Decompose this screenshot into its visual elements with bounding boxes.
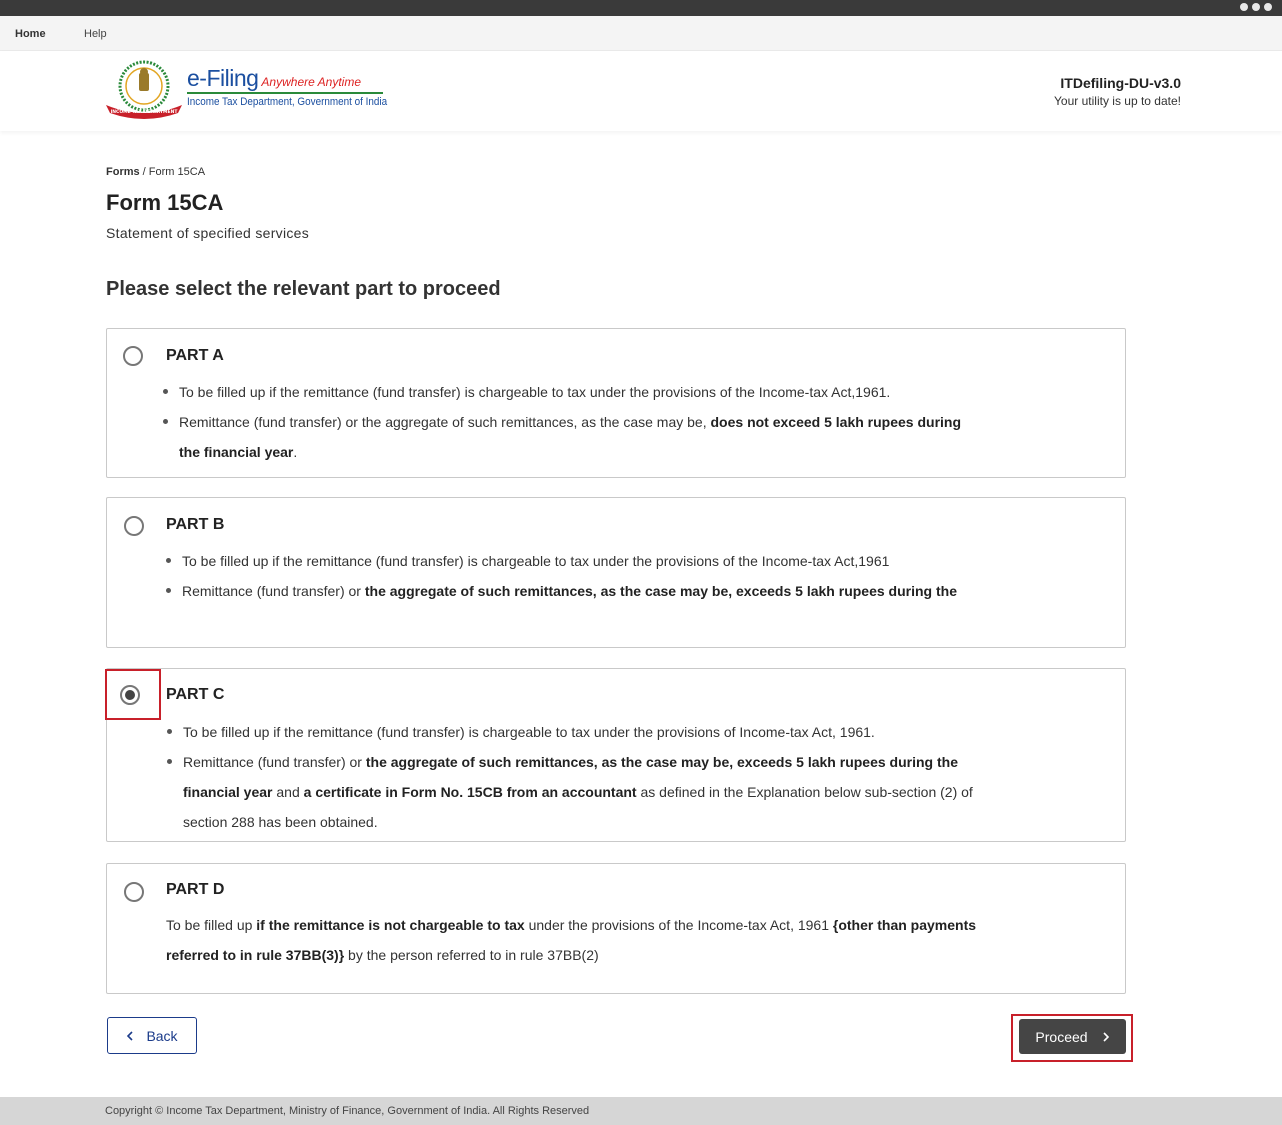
part-b-radio[interactable] bbox=[124, 516, 144, 536]
window-menu-dots[interactable] bbox=[1240, 3, 1272, 11]
part-a-bullet-2-bold: does not exceed 5 lakh rupees during bbox=[710, 414, 962, 430]
menu-help[interactable]: Help bbox=[84, 28, 107, 40]
window-titlebar bbox=[0, 0, 1282, 16]
part-b-title: PART B bbox=[166, 516, 225, 533]
part-d-title: PART D bbox=[166, 881, 225, 898]
part-b-bullet-1-text: To be filled up if the remittance (fund transfer) is chargeable to tax under the provisions of the Income-tax Act,1961 bbox=[182, 553, 890, 569]
utility-status: Your utility is up to date! bbox=[1054, 94, 1181, 108]
part-c-bullet-2 bbox=[183, 747, 1103, 837]
bullet-icon bbox=[167, 759, 172, 764]
part-b-bullet-2-text: Remittance (fund transfer) or bbox=[182, 583, 365, 599]
brand-divider bbox=[187, 92, 383, 94]
page-title: Form 15CA bbox=[106, 190, 224, 215]
footer bbox=[0, 1097, 1282, 1125]
part-b-bullet-2-bold: the aggregate of such remittances, as the case may be, exceeds 5 lakh rupees during the bbox=[364, 583, 957, 599]
part-c-bullet-2-bold-3: a certificate in Form No. 15CB from an accountant bbox=[303, 784, 637, 800]
part-a-bullet-2-end: . bbox=[293, 444, 298, 460]
breadcrumb-current: Form 15CA bbox=[148, 166, 206, 178]
part-a-card[interactable] bbox=[106, 328, 1126, 478]
part-d-text-3: by the person referred to in rule 37BB(2) bbox=[344, 947, 599, 963]
footer-copyright: Copyright © Income Tax Department, Ministry of Finance, Government of India. All Rights Reserved bbox=[105, 1105, 590, 1117]
part-a-bullet-1 bbox=[179, 377, 1099, 407]
back-button-label: Back bbox=[146, 1027, 178, 1044]
part-c-bullet-2-bold: the aggregate of such remittances, as the case may be, exceeds 5 lakh rupees during the bbox=[365, 754, 958, 770]
brand-block bbox=[187, 65, 409, 108]
part-c-bullet-2-post: as defined in the Explanation below sub-section (2) of bbox=[636, 784, 973, 800]
part-d-card[interactable] bbox=[106, 863, 1126, 994]
back-button[interactable] bbox=[107, 1017, 197, 1054]
part-c-radio[interactable] bbox=[120, 685, 140, 705]
chevron-left-icon bbox=[126, 1031, 134, 1041]
part-c-bullet-2-mid: and bbox=[272, 784, 304, 800]
brand-tagline: Anywhere Anytime bbox=[261, 75, 362, 89]
brand-department: Income Tax Department, Government of India bbox=[187, 96, 388, 108]
part-a-bullet-2-text: Remittance (fund transfer) or the aggregate of such remittances, as the case may be, bbox=[179, 414, 711, 430]
part-a-bullet-1-text: To be filled up if the remittance (fund transfer) is chargeable to tax under the provisions of the Income-tax Act,1961. bbox=[179, 384, 891, 400]
utility-name: ITDefiling-DU-v3.0 bbox=[1060, 75, 1181, 91]
menu-home[interactable]: Home bbox=[15, 28, 46, 40]
part-a-radio[interactable] bbox=[123, 346, 143, 366]
part-c-bullet-2-text: Remittance (fund transfer) or bbox=[183, 754, 366, 770]
proceed-button[interactable] bbox=[1019, 1019, 1126, 1054]
part-c-title: PART C bbox=[166, 686, 225, 703]
brand-efiling: e-Filing bbox=[187, 65, 259, 91]
bullet-icon bbox=[166, 588, 171, 593]
part-d-radio[interactable] bbox=[124, 882, 144, 902]
chevron-right-icon bbox=[1102, 1032, 1110, 1042]
app-header bbox=[0, 51, 1282, 131]
part-c-bullet-1-text: To be filled up if the remittance (fund transfer) is chargeable to tax under the provisions of Income-tax Act, 1961. bbox=[183, 724, 875, 740]
dot-icon bbox=[1252, 3, 1260, 11]
part-c-bullet-2-bold-2: financial year bbox=[183, 784, 273, 800]
svg-text:INCOME TAX DEPARTMENT: INCOME TAX DEPARTMENT bbox=[110, 110, 178, 115]
dot-icon bbox=[1264, 3, 1272, 11]
utility-info bbox=[1054, 75, 1181, 108]
breadcrumb bbox=[106, 166, 205, 178]
part-d-bold-1: if the remittance is not chargeable to tax bbox=[256, 917, 525, 933]
bullet-icon bbox=[167, 729, 172, 734]
part-d-text-1: To be filled up bbox=[166, 917, 257, 933]
part-c-card[interactable] bbox=[106, 668, 1126, 842]
menu-bar bbox=[0, 16, 1282, 51]
part-b-bullet-1 bbox=[182, 546, 1102, 576]
bullet-icon bbox=[163, 419, 168, 424]
part-b-card[interactable] bbox=[106, 497, 1126, 648]
part-d-text-2: under the provisions of the Income-tax Act, 1961 bbox=[524, 917, 833, 933]
part-b-bullet-2 bbox=[182, 576, 1102, 606]
bullet-icon bbox=[163, 389, 168, 394]
part-d-description bbox=[166, 910, 1086, 970]
dot-icon bbox=[1240, 3, 1248, 11]
part-c-bullet-2-line-3: section 288 has been obtained. bbox=[183, 814, 378, 830]
section-heading: Please select the relevant part to proceed bbox=[106, 278, 501, 300]
part-a-bullet-2-bold-2: the financial year bbox=[179, 444, 294, 460]
income-tax-emblem-icon bbox=[104, 59, 184, 119]
part-d-bold-2: {other than payments bbox=[832, 917, 977, 933]
part-a-bullet-2 bbox=[179, 407, 1099, 467]
breadcrumb-separator: / bbox=[139, 166, 149, 178]
breadcrumb-forms[interactable]: Forms bbox=[106, 166, 140, 178]
bullet-icon bbox=[166, 558, 171, 563]
page-subtitle: Statement of specified services bbox=[106, 225, 310, 241]
part-a-title: PART A bbox=[166, 347, 224, 364]
part-c-bullet-1 bbox=[183, 717, 1103, 747]
part-d-bold-3: referred to in rule 37BB(3)} bbox=[166, 947, 345, 963]
proceed-button-label: Proceed bbox=[1035, 1028, 1088, 1045]
